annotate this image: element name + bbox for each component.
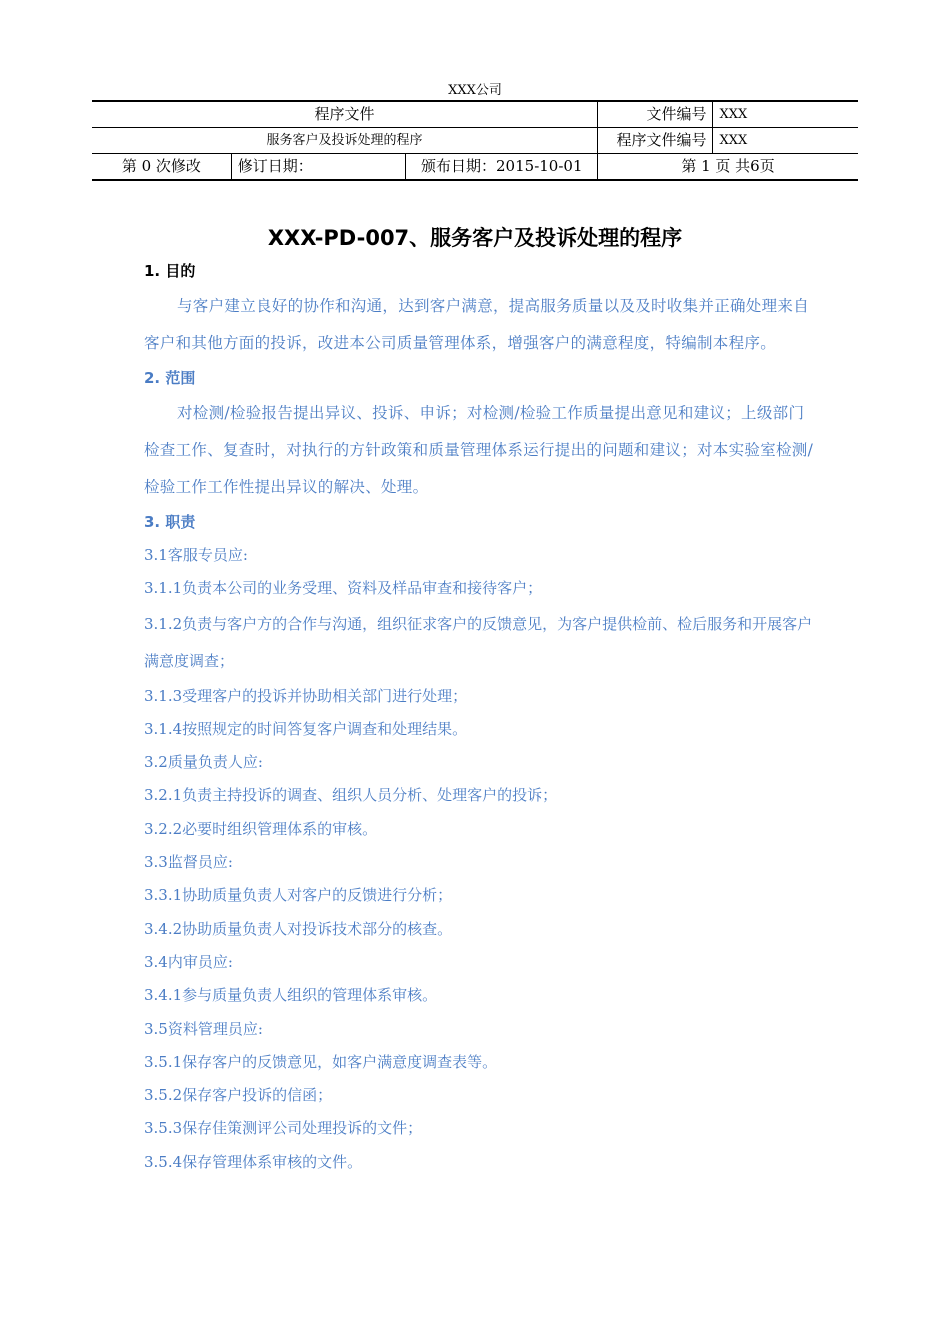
list-item: 3.1.3受理客户的投诉并协助相关部门进行处理； — [144, 686, 468, 705]
list-item: 3.5.2保存客户投诉的信函； — [144, 1086, 333, 1105]
list-item: 3.1客服专员应: — [144, 546, 248, 564]
list-item: 3.3.1协助质量负责人对客户的反馈进行分析； — [144, 886, 453, 905]
revise-date-cell: 修订日期： — [231, 154, 406, 181]
list-item: 3.4.1参与质量负责人组织的管理体系审核。 — [144, 986, 438, 1005]
file-no-value: XXX — [713, 101, 858, 128]
document-header-table — [92, 100, 858, 181]
section-1-heading: 1. 目的 — [144, 262, 196, 280]
proc-file-no-label: 程序文件编号 — [598, 128, 713, 154]
list-item: 3.1.4按照规定的时间答复客户调查和处理结果。 — [144, 719, 468, 738]
list-item: 3.2.2必要时组织管理体系的审核。 — [144, 819, 378, 838]
issue-date-cell: 颁布日期：2015-10-01 — [406, 154, 598, 181]
section-2-text: 对检测/检验报告提出异议、投诉、申诉；对检测/检验工作质量提出意见和建议；上级部门检查工作、复查时，对执行的方针政策和质量管理体系运行提出的问题和建议；对本实验室检测/检验工作工作性提出异议的解决、处理。 — [144, 404, 814, 496]
list-item: 3.3监督员应: — [144, 853, 233, 872]
page-number-cell: 第 1 页 共6页 — [598, 154, 858, 181]
document-body — [144, 255, 814, 1179]
section-3-heading: 3. 职责 — [144, 513, 196, 531]
section-1-text: 与客户建立良好的协作和沟通，达到客户满意，提高服务质量以及及时收集并正确处理来自客户和其他方面的投诉，改进本公司质量管理体系，增强客户的满意程度，特编制本程序。 — [144, 297, 810, 352]
procedure-name-cell: 服务客户及投诉处理的程序 — [92, 128, 598, 154]
section-2-heading: 2. 范围 — [144, 369, 196, 387]
file-no-label: 文件编号 — [598, 101, 713, 128]
list-item: 3.5.4保存管理体系审核的文件。 — [144, 1152, 363, 1171]
document-title: XXX-PD-007、服务客户及投诉处理的程序 — [267, 226, 683, 250]
list-item: 3.1.2负责与客户方的合作与沟通，组织征求客户的反馈意见，为客户提供检前、检后服务和开展客户满意度调查； — [144, 614, 813, 670]
revision-cell: 第 0 次修改 — [92, 154, 231, 181]
list-item: 3.4内审员应: — [144, 952, 233, 971]
list-item: 3.1.1负责本公司的业务受理、资料及样品审查和接待客户； — [144, 579, 543, 598]
list-item: 3.4.2协助质量负责人对投诉技术部分的核查。 — [144, 919, 453, 938]
list-item: 3.2质量负责人应: — [144, 753, 263, 772]
list-item: 3.2.1负责主持投诉的调查、组织人员分析、处理客户的投诉； — [144, 786, 558, 805]
company-name: XXX公司 — [448, 83, 502, 98]
list-item: 3.5.1保存客户的反馈意见，如客户满意度调查表等。 — [144, 1052, 498, 1071]
doc-type-cell: 程序文件 — [92, 101, 598, 128]
list-item: 3.5.3保存佳策测评公司处理投诉的文件； — [144, 1119, 423, 1138]
proc-file-no-value: XXX — [713, 128, 858, 154]
list-item: 3.5资料管理员应: — [144, 1019, 263, 1038]
